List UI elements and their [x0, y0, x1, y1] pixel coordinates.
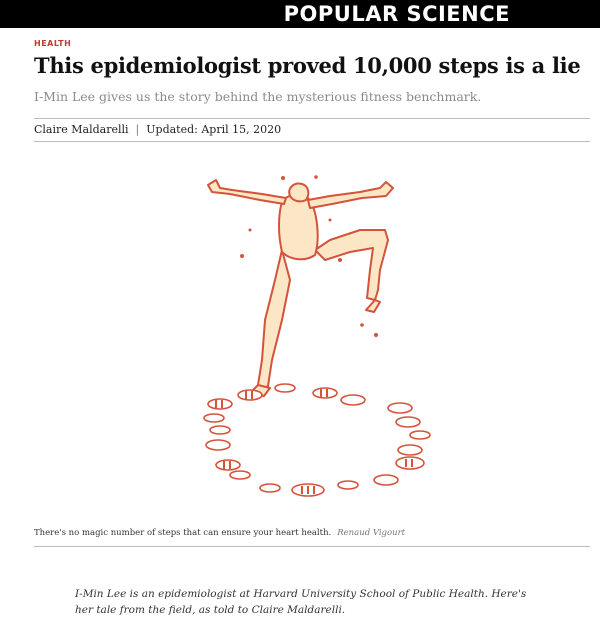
- walking-figure: [208, 180, 393, 396]
- caption-text: There's no magic number of steps that can ensure your heart health.: [34, 528, 332, 538]
- footprint-circle: [204, 384, 430, 496]
- category-link[interactable]: HEALTH: [34, 39, 72, 48]
- site-logo[interactable]: POPULAR SCIENCE: [283, 2, 510, 26]
- article-headline: This epidemiologist proved 10,000 steps is a lie: [34, 53, 581, 78]
- image-credit: Renaud Vigourt: [337, 528, 406, 538]
- article-dek: I-Min Lee gives us the story behind the mysterious fitness benchmark.: [34, 89, 482, 104]
- divider-byline: [34, 141, 590, 142]
- article-illustration: [190, 160, 440, 505]
- divider-caption: [34, 546, 590, 547]
- author-link[interactable]: Claire Maldarelli: [34, 123, 129, 136]
- article-intro: I-Min Lee is an epidemiologist at Harvard University School of Public Health. Here's her tale from the field, as told to Claire Maldarelli.: [75, 587, 527, 616]
- image-caption: [34, 528, 405, 538]
- updated-date: Updated: April 15, 2020: [146, 123, 282, 136]
- byline-separator: |: [135, 123, 140, 136]
- site-header: [0, 0, 600, 28]
- divider-top: [34, 118, 590, 119]
- byline: [34, 123, 281, 136]
